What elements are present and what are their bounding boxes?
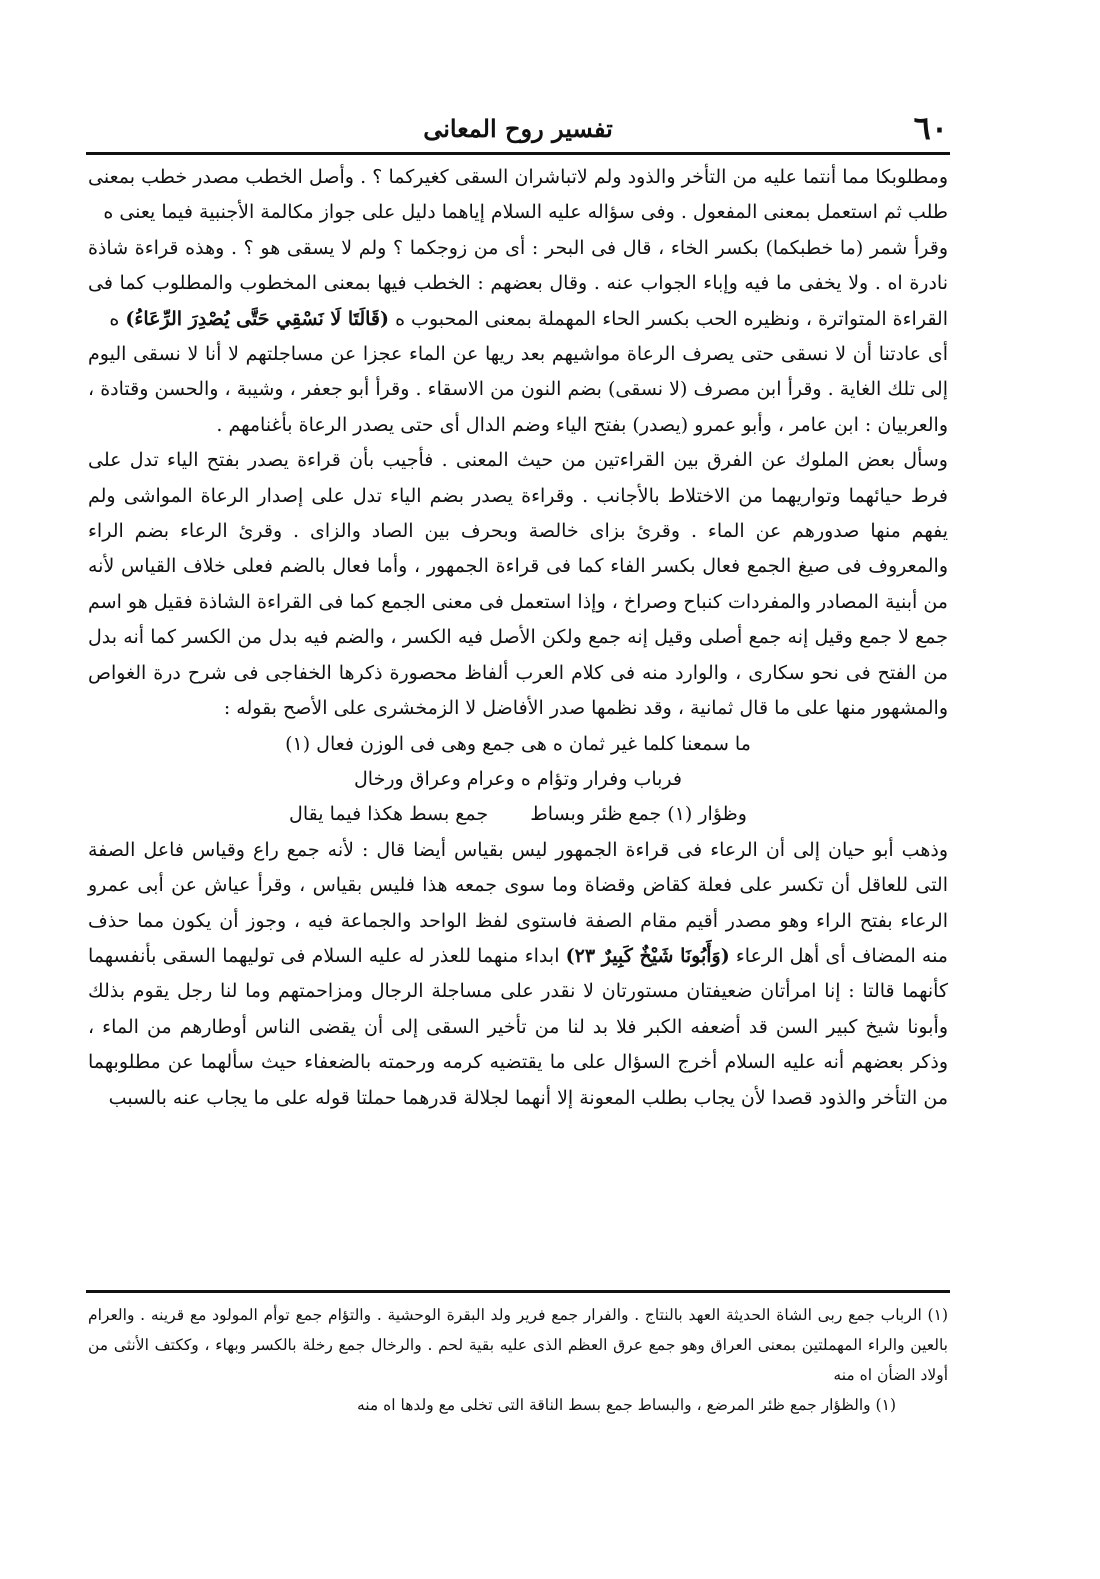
- paragraph: ومطلوبكا مما أنتما عليه من التأخر والذود ولم لاتباشران السقى كغيركما ؟ . وأصل الخطب مصدر خطب بمعنى طلب ثم استعمل بمعنى المفعول . وفى سؤاله عليه السلام إياهما دليل على جواز مكالمة الأجنبية فيما يعنى ه: [88, 166, 948, 224]
- footnote: (١) والظؤار جمع ظئر المرضع ، والبساط جمع بسط الناقة التى تخلى مع ولدها اه منه: [356, 1396, 896, 1414]
- header-rule: [86, 152, 950, 155]
- paragraph-text: ابداء منهما للعذر له عليه السلام فى توليهما السقى بأنفسهما كأنهما قالتا : إنا امرأتان ضعيفتان مستورتان لا نقدر على مساجلة الرجال ومزاحمتهم وما لنا رجل يقوم بذلك وأبونا شيخ كبير السن قد أضعفه الكبر فلا بد لنا من تأخير السقى إلى أن يقضى الناس أوطارهم من الماء ، وذكر بعضهم أنه عليه السلام أخرج السؤال على ما يقتضيه كرمه ورحمته بالضعفاء حيث سألهما عن مطلوبهما من التأخر والذود قصدا لأن يجاب بطلب المعونة إلا أنهما لجلالة قدرهما حملتا قوله على ما يجاب عنه بالسبب: [88, 944, 948, 1109]
- paragraph: وقرأ شمر (ما خطبكما) بكسر الخاء ، قال فى البحر : أى من زوجكما ؟ ولم لا يسقى هو ؟ . وهذه قراءة شاذة نادرة اه . ولا يخفى ما فيه وإباء الجواب عنه . وقال بعضهم : الخطب فيها بمعنى المخطوب والمطلوب كما فى القراءة المتواترة ، ونظيره الحب بكسر الحاء المهملة بمعنى المحبوب ه (قَالَتَا لَا نَسْقِي حَتَّى يُصْدِرَ الرِّعَاءُ) ه: [88, 236, 948, 330]
- paragraph: [88, 833, 948, 1116]
- poem-hemistich: ما سمعنا كلما غير ثمان ه هى جمع وهى فى الوزن فعال (١): [285, 732, 751, 755]
- paragraph: أى عادتنا أن لا نسقى حتى يصرف الرعاة مواشيهم بعد ريها عن الماء عجزا عن مساجلتهم لا أنا لا نسقى اليوم إلى تلك الغاية . وقرأ ابن مصرف (لا نسقى) بضم النون من الاسقاء . وقرأ أبو جعفر ، وشيبة ، والحسن وقتادة ، والعربيان : ابن عامر ، وأبو عمرو (يصدر) بفتح الياء وضم الدال أى حتى يصدر الرعاة بأغنامهم .: [88, 343, 948, 436]
- quran-verse: (قَالَتَا لَا نَسْقِي حَتَّى يُصْدِرَ الرِّعَاءُ): [125, 307, 390, 330]
- quran-verse: (وَأَبُونَا شَيْخٌ كَبِيرٌ ٢٣): [565, 944, 730, 967]
- main-text: [88, 160, 948, 1116]
- page-header: [88, 106, 948, 150]
- paragraph: وسأل بعض الملوك عن الفرق بين القراءتين من حيث المعنى . فأجيب بأن قراءة يصدر بفتح الياء تدل على فرط حيائهما وتواريهما من الاختلاط بالأجانب . وقراءة يصدر بضم الياء تدل على إصدار الرعاة المواشى ولم يفهم منها صدورهم عن الماء . وقرئ بزاى خالصة وبحرف بين الصاد والزاى . وقرئ الرعاء بضم الراء والمعروف فى صيغ الجمع فعال بكسر الفاء كما فى قراءة الجمهور ، وأما فعال بالضم فعلى خلاف القياس لأنه من أبنية المصادر والمفردات كنباح وصراخ ، وإذا استعمل فى معنى الجمع كما فى القراءة الشاذة فقيل هو اسم جمع لا جمع وقيل إنه جمع أصلى وقيل إنه جمع ولكن الأصل فيه الكسر ، والضم فيه بدل من الكسر كما أنه بدل من الفتح فى نحو سكارى ، والوارد منه فى كلام العرب ألفاظ محصورة ذكرها الخفاجى فى شرح درة الغواص والمشهور منها على ما قال ثمانية ، وقد نظمها صدر الأفاضل لا الزمخشرى على الأصح بقوله :: [88, 449, 948, 720]
- poem-line: [88, 797, 948, 832]
- poem-hemistich: وظؤار (١) جمع ظئر وبساط: [530, 803, 747, 826]
- poem-hemistich: فرباب وفرار وتؤام ه وعرام وعراق ورخال: [354, 767, 682, 790]
- paragraph-text: وقرأ شمر (ما خطبكما) بكسر الخاء ، قال فى البحر : أى من زوجكما ؟ ولم لا يسقى هو ؟ . وهذه قراءة شاذة نادرة اه . ولا يخفى ما فيه وإباء الجواب عنه . وقال بعضهم : الخطب فيها بمعنى المخطوب والمطلوب كما فى القراءة المتواترة ، ونظيره الحب بكسر الحاء المهملة بمعنى المحبوب ه: [88, 236, 948, 330]
- footnote-rule: [86, 1290, 950, 1293]
- paragraph-text: وذهب أبو حيان إلى أن الرعاء فى قراءة الجمهور ليس بقياس أيضا قال : لأنه جمع راع وقياس فاعل الصفة التى للعاقل أن تكسر على فعلة كقاض وقضاة وما سوى جمعه هذا فليس بقياس ، وقرأ عياش عن أبى عمرو الرعاء بفتح الراء وهو مصدر أقيم مقام الصفة فاستوى لفظ الواحد والجماعة فيه ، وجوز أن يكون مما حذف منه المضاف أى أهل الرعاء: [88, 838, 948, 967]
- footnote: (١) الرباب جمع ربى الشاة الحديثة العهد بالنتاج . والفرار جمع فرير ولد البقرة الوحشية . والتؤام جمع توأم المولود مع قرينه . والعرام بالعين والراء المهملتين بمعنى العراق وهو جمع عرق العظم الذى عليه بقية لحم . والرخال جمع رخلة بالكسر وبهاء ، وككتف الأنثى من أولاد الضأن اه منه: [88, 1306, 948, 1384]
- poem-hemistich: جمع بسط هكذا فيما يقال: [289, 803, 489, 826]
- poem-line: [88, 727, 948, 798]
- page-number: ٦٠: [913, 109, 948, 147]
- footnotes: [88, 1300, 948, 1420]
- running-title: تفسير روح المعانى: [423, 113, 613, 143]
